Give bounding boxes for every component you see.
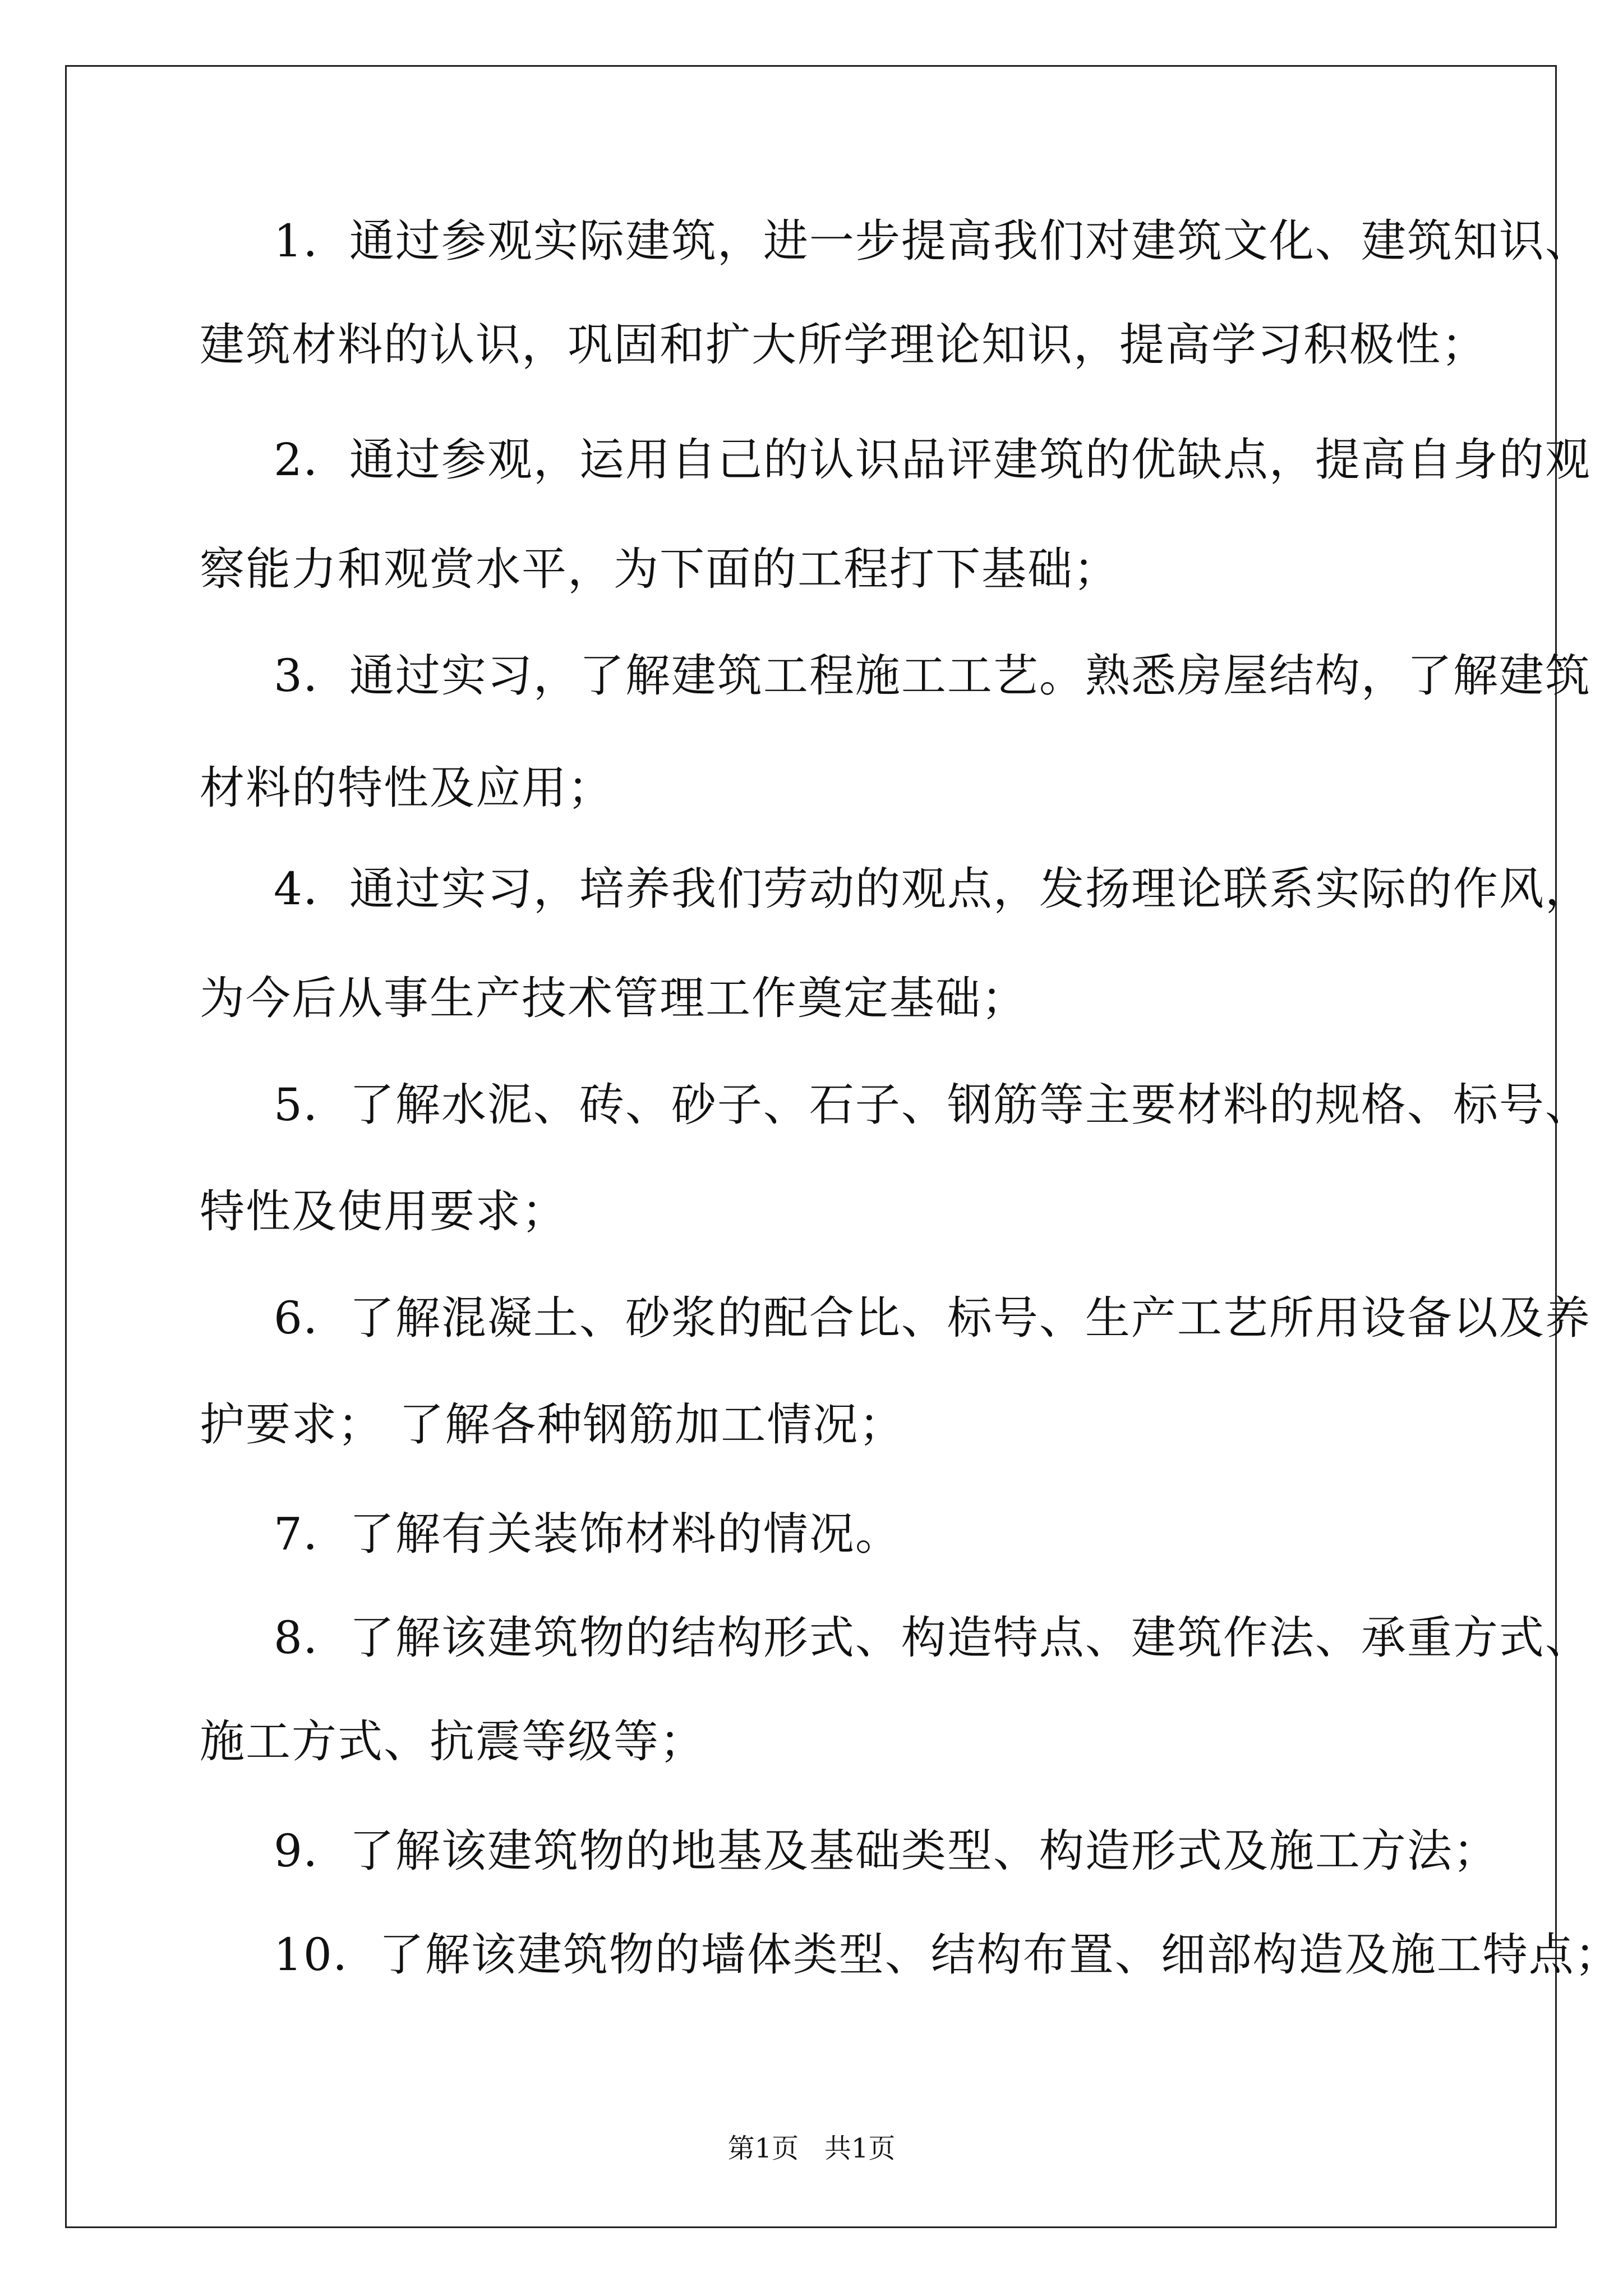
item-2-line-1: 2．通过参观，运用自己的认识品评建筑的优缺点，提高自身的观	[274, 434, 1591, 486]
item-8-line-1: 8．了解该建筑物的结构形式、构造特点、建筑作法、承重方式、	[274, 1612, 1591, 1664]
item-6-line-1: 6．了解混凝土、砂浆的配合比、标号、生产工艺所用设备以及养	[274, 1292, 1591, 1344]
page-border	[65, 65, 1621, 2228]
item-1-line-1: 1．通过参观实际建筑，进一步提高我们对建筑文化、建筑知识、	[274, 215, 1591, 267]
item-4-line-2: 为今后从事生产技术管理工作奠定基础；	[200, 972, 1027, 1024]
item-2-line-2: 察能力和观赏水平，为下面的工程打下基础；	[200, 543, 1119, 595]
item-7-line-1: 7．了解有关装饰材料的情况。	[274, 1508, 901, 1560]
page-footer: 第1页 共1页	[727, 2133, 896, 2164]
item-3-line-1: 3．通过实习，了解建筑工程施工工艺。熟悉房屋结构，了解建筑	[274, 650, 1591, 702]
item-4-line-1: 4．通过实习，培养我们劳动的观点，发扬理论联系实际的作风，	[274, 863, 1591, 915]
item-10-line-1: 10．了解该建筑物的墙体类型、结构布置、细部构造及施工特点；	[274, 1929, 1621, 1981]
item-1-line-2: 建筑材料的认识，巩固和扩大所学理论知识，提高学习积极性；	[200, 319, 1487, 371]
item-3-line-2: 材料的特性及应用；	[200, 762, 614, 814]
item-8-line-2: 施工方式、抗震等级等；	[200, 1715, 706, 1768]
item-5-line-1: 5．了解水泥、砖、砂子、石子、钢筋等主要材料的规格、标号、	[274, 1079, 1591, 1131]
item-9-line-1: 9．了解该建筑物的地基及基础类型、构造形式及施工方法；	[274, 1825, 1499, 1877]
item-6-line-2: 护要求； 了解各种钢筋加工情况；	[200, 1398, 905, 1451]
item-5-line-2: 特性及使用要求；	[200, 1185, 568, 1237]
